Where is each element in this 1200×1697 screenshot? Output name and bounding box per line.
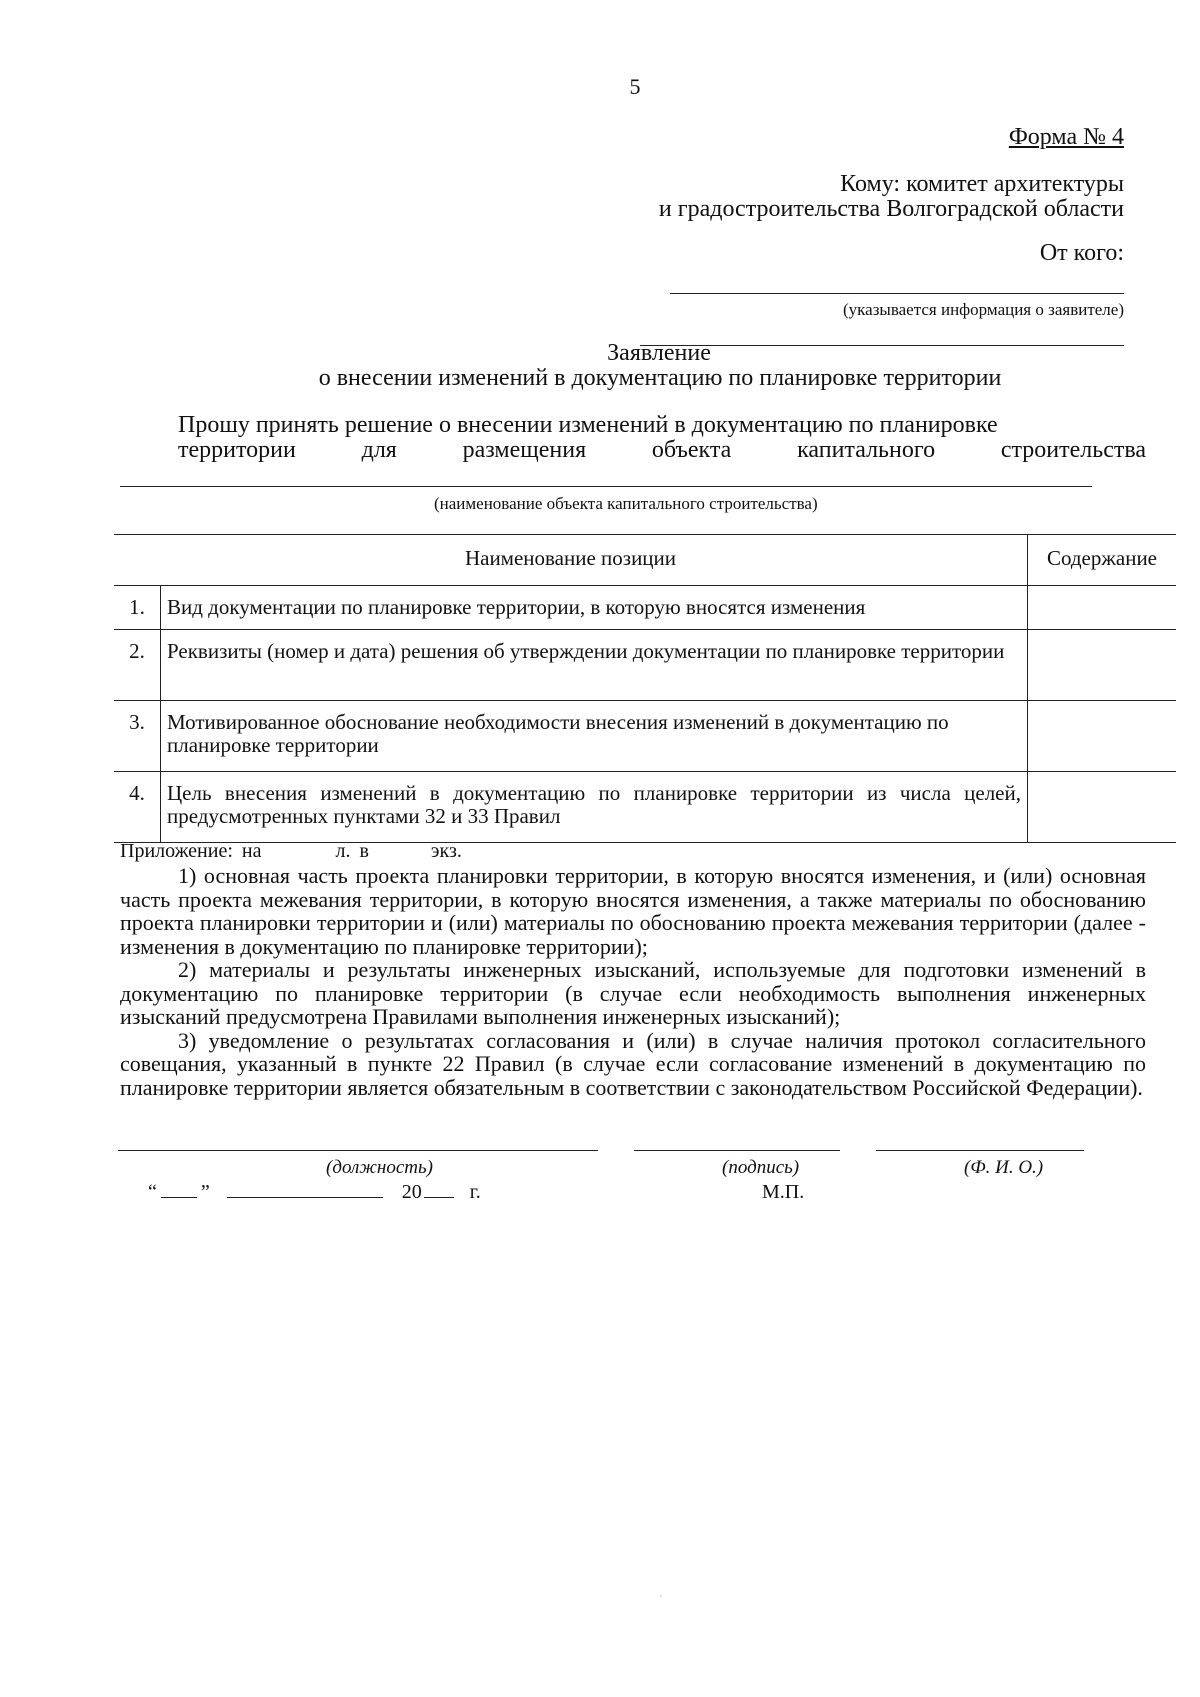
page-number: 5 (629, 74, 641, 99)
row-number: 3. (114, 701, 161, 772)
scan-speck (660, 1595, 662, 1597)
attachments-list (120, 864, 1146, 1099)
document-subtitle: о внесении изменений в документацию по планировке территории (318, 365, 1002, 391)
name-caption: (Ф. И. О.) (964, 1157, 1044, 1178)
attachment-sheets: л. в (335, 840, 369, 862)
stamp-label: М.П. (762, 1181, 805, 1203)
row-number: 4. (114, 772, 161, 843)
day-field[interactable] (161, 1197, 197, 1198)
year-suffix: г. (469, 1181, 481, 1203)
attachment-copies: экз. (430, 840, 462, 862)
name-signature-line (876, 1150, 1084, 1151)
header-content: Содержание (1028, 535, 1177, 586)
row-name: Вид документации по планировке территории, в которую вносятся изменения (161, 586, 1028, 630)
row-content-cell[interactable] (1028, 772, 1177, 843)
request-text-line-2: территории для размещения объекта капитального строительства (178, 437, 1146, 463)
table-row (114, 772, 1176, 843)
date-close-quote: ” (200, 1181, 210, 1203)
attachment-prefix: Приложение: на (120, 840, 262, 862)
date-open-quote: “ (148, 1181, 157, 1203)
table-header-row (114, 535, 1176, 586)
month-field[interactable] (227, 1197, 383, 1198)
positions-table (114, 534, 1176, 843)
from-label: От кого: (1039, 240, 1124, 266)
year-field[interactable] (424, 1197, 454, 1198)
date-line (148, 1181, 481, 1204)
attachment-item-1: 1) основная часть проекта планировки территории, в которую вносятся изменения, и (или) основная часть проекта межевания территории, в которую вносятся изменения, а также материалы по обоснованию проекта планировки территории и (или) материалы по обоснованию проекта межевания территории (далее - изменения в документацию по планировке территории); (120, 863, 1146, 959)
row-content-cell[interactable] (1028, 630, 1177, 701)
row-content-cell[interactable] (1028, 701, 1177, 772)
document-title: Заявление (607, 340, 711, 366)
row-number: 1. (114, 586, 161, 630)
attachment-item-3: 3) уведомление о результатах согласования и (или) в случае наличия протокол согласительного совещания, указанный в пункте 22 Правил (в случае если согласование изменений в документацию по планировке территории является обязательным в соответствии с законодательством Российской Федерации). (120, 1027, 1146, 1100)
table-row (114, 630, 1176, 701)
signature-caption: (подпись) (722, 1157, 800, 1178)
recipient-block (659, 172, 1124, 222)
table-row (114, 586, 1176, 630)
attachment-item-2: 2) материалы и результаты инженерных изысканий, используемые для подготовки изменений в документацию по планировке территории (в случае если необходимость выполнения инженерных изысканий предусмотрена Правилами выполнения инженерных изысканий); (120, 957, 1146, 1029)
position-signature-line (118, 1150, 598, 1151)
row-content-cell[interactable] (1028, 586, 1177, 630)
signature-line (634, 1150, 840, 1151)
applicant-caption: (указывается информация о заявителе) (842, 300, 1124, 319)
form-number: Форма № 4 (1008, 124, 1124, 150)
applicant-line-1 (670, 293, 1124, 294)
row-number: 2. (114, 630, 161, 701)
table-row (114, 701, 1176, 772)
row-name: Мотивированное обоснование необходимости внесения изменений в документацию по планировке территории (161, 701, 1028, 772)
row-name: Реквизиты (номер и дата) решения об утверждении документации по планировке территории (161, 630, 1028, 701)
recipient-line-2: и градостроительства Волгоградской области (658, 196, 1124, 222)
year-prefix: 20 (401, 1181, 422, 1203)
row-name: Цель внесения изменений в документацию по планировке территории из числа целей, предусмотренных пунктами 32 и 33 Правил (161, 772, 1028, 843)
object-caption: (наименование объекта капитального строительства) (434, 494, 818, 513)
attachment-label (120, 840, 462, 863)
header-position-name: Наименование позиции (114, 535, 1028, 586)
request-text-line-1: Прошу принять решение о внесении изменений в документацию по планировке (178, 412, 998, 438)
object-name-line (120, 486, 1092, 487)
request-text (120, 413, 1146, 463)
position-caption: (должность) (326, 1157, 433, 1178)
recipient-line-1: Кому: комитет архитектуры (840, 171, 1124, 197)
